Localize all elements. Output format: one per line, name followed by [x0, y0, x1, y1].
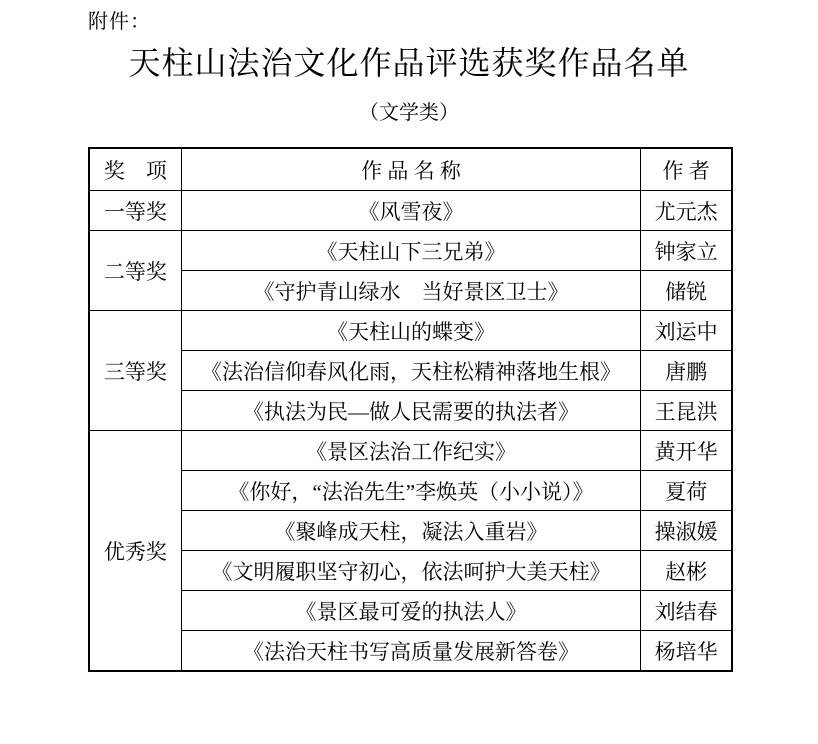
author-cell: 唐鹏	[641, 351, 732, 391]
work-title-cell: 《天柱山的蝶变》	[181, 311, 640, 351]
work-title-cell: 《你好，“法治先生”李焕英（小小说）》	[181, 471, 640, 511]
author-cell: 刘结春	[641, 591, 732, 631]
work-title-cell: 《风雪夜》	[181, 191, 640, 231]
table-row	[89, 431, 732, 471]
author-cell: 储锐	[641, 271, 732, 311]
author-cell: 操淑媛	[641, 511, 732, 551]
awards-table-body	[89, 191, 732, 672]
author-cell: 黄开华	[641, 431, 732, 471]
author-cell: 王昆洪	[641, 391, 732, 431]
table-header-row	[89, 148, 732, 191]
award-column-header: 奖 项	[89, 148, 181, 191]
author-cell: 杨培华	[641, 631, 732, 672]
award-cell: 一等奖	[89, 191, 181, 231]
work-title-cell: 《景区法治工作纪实》	[181, 431, 640, 471]
page-subtitle: （文学类）	[359, 102, 459, 124]
author-cell: 刘运中	[641, 311, 732, 351]
table-row	[89, 591, 732, 631]
table-row	[89, 271, 732, 311]
attachment-label: 附件：	[88, 11, 151, 33]
author-cell: 尤元杰	[641, 191, 732, 231]
table-row	[89, 311, 732, 351]
work-title-cell: 《聚峰成天柱，凝法入重岩》	[181, 511, 640, 551]
work-column-header: 作 品 名 称	[181, 148, 640, 191]
page-title: 天柱山法治文化作品评选获奖作品名单	[128, 45, 690, 81]
author-cell: 钟家立	[641, 231, 732, 271]
work-title-cell: 《法治天柱书写高质量发展新答卷》	[181, 631, 640, 672]
table-row	[89, 511, 732, 551]
table-row	[89, 351, 732, 391]
table-row	[89, 471, 732, 511]
author-cell: 赵彬	[641, 551, 732, 591]
work-title-cell: 《天柱山下三兄弟》	[181, 231, 640, 271]
work-title-cell: 《执法为民—做人民需要的执法者》	[181, 391, 640, 431]
work-title-cell: 《守护青山绿水 当好景区卫士》	[181, 271, 640, 311]
author-column-header: 作 者	[641, 148, 732, 191]
award-cell: 二等奖	[89, 231, 181, 311]
table-row	[89, 551, 732, 591]
work-title-cell: 《景区最可爱的执法人》	[181, 591, 640, 631]
table-row	[89, 191, 732, 231]
work-title-cell: 《法治信仰春风化雨，天柱松精神落地生根》	[181, 351, 640, 391]
award-cell: 优秀奖	[89, 431, 181, 672]
author-cell: 夏荷	[641, 471, 732, 511]
awards-table	[88, 147, 733, 672]
table-row	[89, 231, 732, 271]
table-row	[89, 631, 732, 672]
work-title-cell: 《文明履职坚守初心，依法呵护大美天柱》	[181, 551, 640, 591]
table-row	[89, 391, 732, 431]
award-cell: 三等奖	[89, 311, 181, 431]
